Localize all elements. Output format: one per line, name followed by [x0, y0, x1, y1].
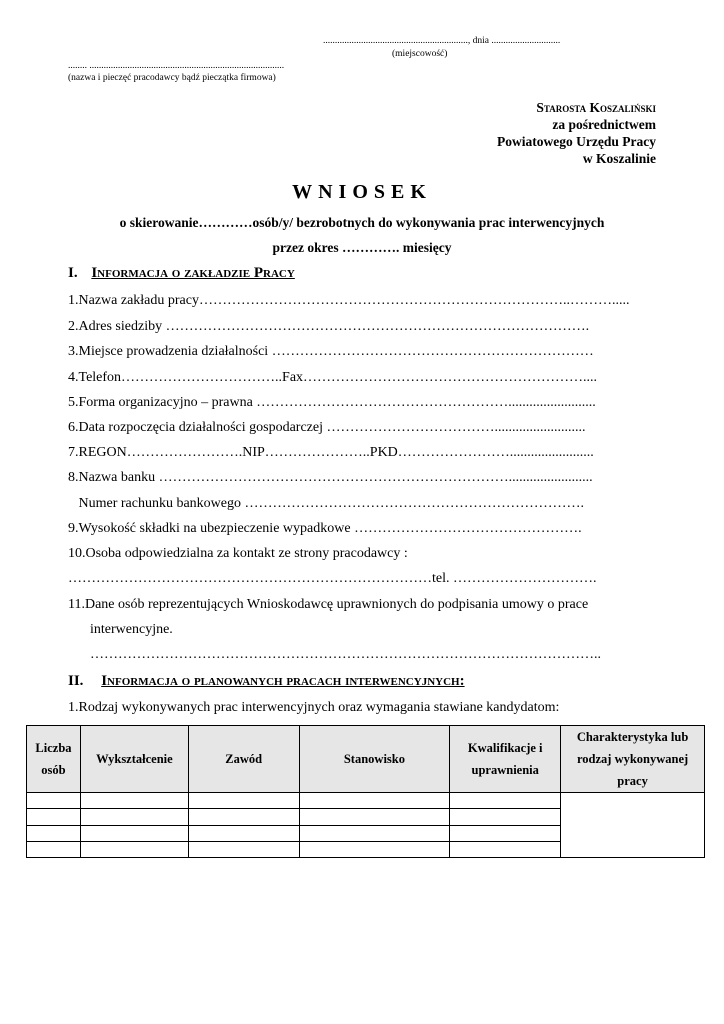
table-cell[interactable]	[450, 809, 561, 825]
column-header: Wykształcenie	[80, 726, 188, 793]
table-cell[interactable]	[80, 841, 188, 857]
section-2-intro: 1.Rodzaj wykonywanych prac interwencyjnych oraz wymagania stawiane kandydatom:	[68, 700, 560, 715]
field-business-location[interactable]: 3.Miejsce prowadzenia działalności ……………………………………………………………	[68, 344, 594, 359]
table-cell[interactable]	[299, 841, 450, 857]
field-legal-form[interactable]: 5.Forma organizacyjno – prawna ……………………………………………….........................	[68, 395, 596, 410]
table-row	[27, 793, 705, 809]
table-cell[interactable]	[299, 793, 450, 809]
table-cell[interactable]	[27, 841, 81, 857]
table-cell[interactable]	[450, 841, 561, 857]
field-account-number[interactable]: Numer rachunku bankowego ……………………………………………………………….	[68, 496, 585, 511]
table-cell[interactable]	[27, 793, 81, 809]
place-date-line[interactable]: ............................................................., dnia .............................	[323, 36, 561, 46]
table-cell[interactable]	[80, 793, 188, 809]
table-cell[interactable]	[188, 793, 299, 809]
addressee-line-2: za pośrednictwem	[552, 117, 656, 132]
field-company-name[interactable]: 1.Nazwa zakładu pracy……………………………………………………………………..……….....	[68, 293, 630, 308]
subtitle-line-2: przez okres …………. miesięcy	[272, 240, 452, 255]
field-start-date[interactable]: 6.Data rozpoczęcia działalności gospodarczej ………………………………..........................	[68, 420, 586, 435]
table-cell[interactable]	[188, 825, 299, 841]
addressee-line-4: w Koszalinie	[582, 151, 656, 166]
column-header: Zawód	[188, 726, 299, 793]
table-cell[interactable]	[188, 841, 299, 857]
field-contact-person[interactable]: ……………………………………………………………………tel. ………………………….	[68, 571, 597, 586]
table-cell[interactable]	[299, 809, 450, 825]
table-cell[interactable]	[450, 793, 561, 809]
place-caption: (miejscowość)	[392, 49, 448, 59]
section-1-title: Informacja o zakładzie Pracy	[91, 265, 295, 281]
section-1-heading	[68, 265, 295, 282]
field-bank-name[interactable]: 8.Nazwa banku …………………………………………………………………........................	[68, 470, 593, 485]
table-cell[interactable]	[450, 825, 561, 841]
column-header: Liczba osób	[27, 726, 81, 793]
table-cell[interactable]	[27, 825, 81, 841]
field-regon-nip-pkd[interactable]: 7.REGON…………………….NIP…………………..PKD……………………........................	[68, 445, 594, 460]
table-header-row	[27, 726, 705, 793]
addressee-line-1: Starosta Koszaliński	[536, 100, 656, 115]
table-cell-work-description[interactable]	[561, 793, 705, 858]
document-title: WNIOSEK	[292, 181, 432, 203]
section-1-number: I.	[68, 265, 78, 281]
field-accident-insurance[interactable]: 9.Wysokość składki na ubezpieczenie wypadkowe ………………………………………….	[68, 521, 582, 536]
table-cell[interactable]	[80, 809, 188, 825]
column-header: Stanowisko	[299, 726, 450, 793]
section-2-number: II.	[68, 673, 84, 689]
column-header: Charakterystyka lub rodzaj wykonywanej pracy	[561, 726, 705, 793]
requirements-table	[26, 725, 705, 858]
field-representatives[interactable]: ………………………………………………………………………………………………..	[90, 647, 601, 662]
column-header: Kwalifikacje i uprawnienia	[450, 726, 561, 793]
table-cell[interactable]	[27, 809, 81, 825]
field-representatives-label-cont: interwencyjne.	[90, 622, 173, 637]
employer-caption: (nazwa i pieczęć pracodawcy bądź pieczątka firmowa)	[68, 73, 276, 83]
table-cell[interactable]	[80, 825, 188, 841]
section-2-heading	[68, 673, 465, 690]
section-2-title: Informacja o planowanych pracach interwencyjnych:	[101, 673, 465, 689]
addressee-line-3: Powiatowego Urzędu Pracy	[497, 134, 656, 149]
field-address[interactable]: 2.Adres siedziby ……………………………………………………………………………….	[68, 319, 590, 334]
field-contact-person-label: 10.Osoba odpowiedzialna za kontakt ze strony pracodawcy :	[68, 546, 408, 561]
table-cell[interactable]	[299, 825, 450, 841]
field-representatives-label: 11.Dane osób reprezentujących Wnioskodawcę uprawnionych do podpisania umowy o prace	[68, 597, 589, 612]
table-cell[interactable]	[188, 809, 299, 825]
employer-line[interactable]: ........ ..................................................................................	[68, 61, 285, 71]
subtitle-line-1: o skierowanie…………osób/y/ bezrobotnych do wykonywania prac interwencyjnych	[119, 215, 605, 230]
field-phone-fax[interactable]: 4.Telefon……………………………..Fax……………………………………………………....	[68, 370, 598, 385]
